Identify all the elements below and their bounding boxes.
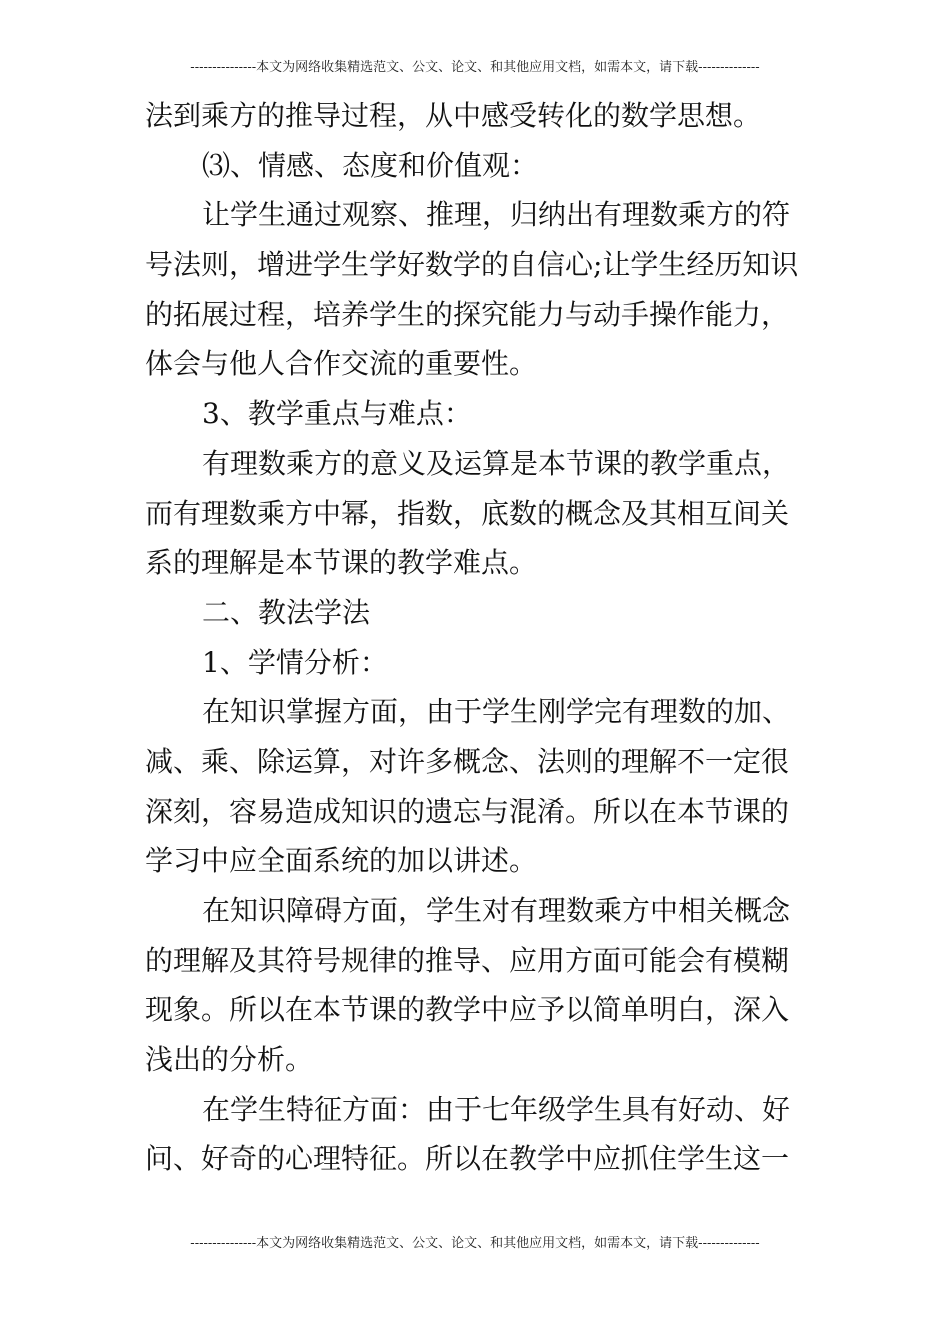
- body-line: 问、好奇的心理特征。所以在教学中应抓住学生这一: [145, 1142, 790, 1176]
- body-line: 的拓展过程，培养学生的探究能力与动手操作能力，: [145, 297, 790, 331]
- section-heading: 1、学情分析：: [202, 645, 388, 679]
- body-line: 现象。所以在本节课的教学中应予以简单明白，深入: [145, 993, 790, 1027]
- body-line: 浅出的分析。: [145, 1043, 314, 1077]
- section-heading: 二、教法学法: [202, 595, 371, 629]
- paragraph-first-line: 在知识障碍方面，学生对有理数乘方中相关概念: [202, 894, 791, 927]
- body-line: 深刻，容易造成知识的遗忘与混淆。所以在本节课的: [145, 794, 790, 828]
- body-line: 减、乘、除运算，对许多概念、法则的理解不一定很: [145, 744, 790, 778]
- document-body: [145, 91, 807, 1184]
- body-line: 体会与他人合作交流的重要性。: [145, 347, 538, 381]
- page-footer: ---------------本文为网络收集精选范文、公文、论文、和其他应用文档，如需本文，请下载--------------: [190, 1236, 760, 1251]
- section-heading: ⑶、情感、态度和价值观：: [202, 148, 539, 182]
- paragraph-first-line: 在知识掌握方面，由于学生刚学完有理数的加、: [202, 695, 791, 729]
- page-header: ---------------本文为网络收集精选范文、公文、论文、和其他应用文档，如需本文，请下载--------------: [190, 60, 760, 75]
- paragraph-first-line: 有理数乘方的意义及运算是本节课的教学重点，: [202, 446, 791, 480]
- body-line: 而有理数乘方中幂，指数，底数的概念及其相互间关: [145, 496, 790, 530]
- paragraph-first-line: 在学生特征方面：由于七年级学生具有好动、好: [202, 1092, 791, 1126]
- body-line: 法到乘方的推导过程，从中感受转化的数学思想。: [145, 99, 762, 132]
- section-heading: 3、教学重点与难点：: [202, 397, 472, 431]
- body-line: 学习中应全面系统的加以讲述。: [145, 844, 538, 878]
- body-line: 的理解及其符号规律的推导、应用方面可能会有模糊: [145, 943, 790, 977]
- paragraph-first-line: 让学生通过观察、推理，归纳出有理数乘方的符: [202, 198, 791, 232]
- body-line: 系的理解是本节课的教学难点。: [145, 546, 538, 580]
- body-line: 号法则，增进学生学好数学的自信心;让学生经历知识: [145, 248, 799, 282]
